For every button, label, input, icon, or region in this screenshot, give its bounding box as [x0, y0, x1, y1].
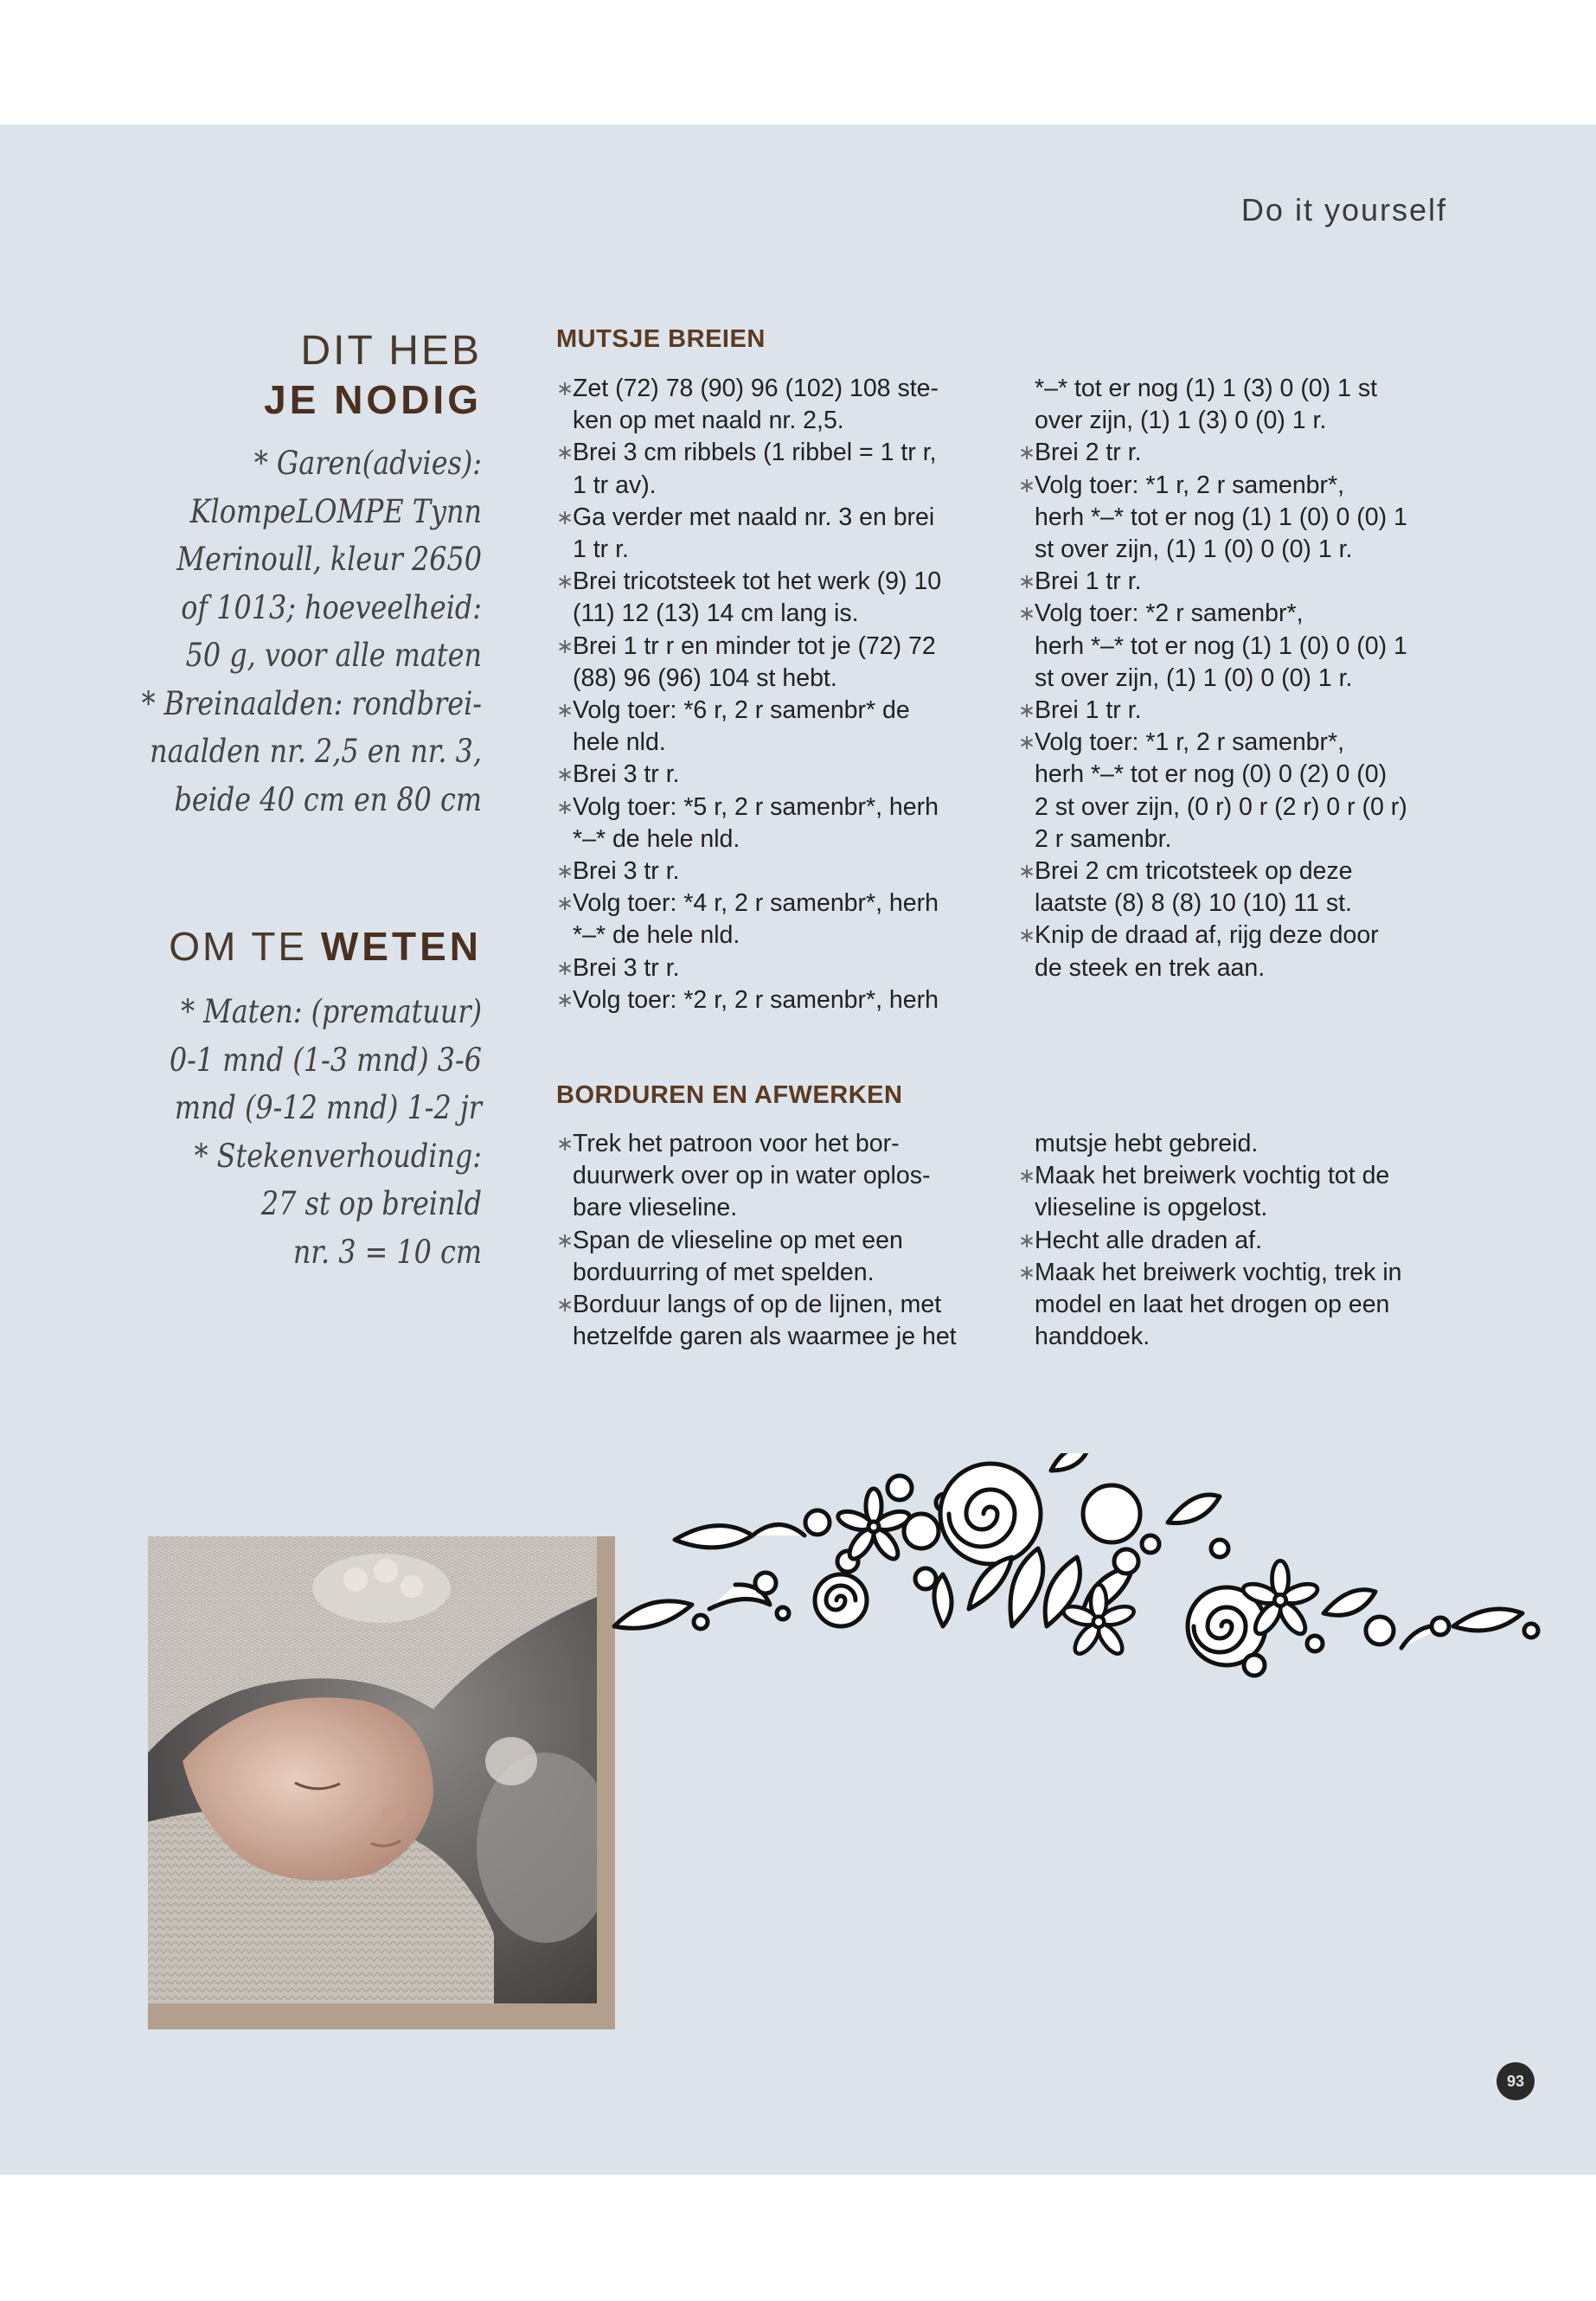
embroidery-step-continued: mutsje hebt gebreid. — [1035, 1130, 1259, 1157]
instruction-step: ∗ Trek het patroon voor het bor- duurwerk over op in water oplos- bare vlieseline. — [556, 1128, 989, 1225]
instruction-step: ∗ Brei 1 tr r. — [1018, 566, 1451, 598]
materials-line: * Breinaalden: rondbrei- — [141, 684, 482, 722]
materials-block — [119, 327, 482, 824]
materials-line: naalden nr. 2,5 en nr. 3, — [150, 733, 482, 770]
knitting-column-1 — [556, 373, 989, 1016]
embroidery-title: BORDUREN EN AFWERKEN — [556, 1081, 903, 1109]
instruction-step: ∗ Brei 3 tr r. — [556, 952, 989, 984]
materials-text — [119, 439, 482, 824]
section-label: Do it yourself — [1240, 192, 1447, 228]
instruction-step: ∗ Brei 3 tr r. — [556, 759, 989, 791]
knitting-title: MUTSJE BREIEN — [556, 325, 766, 353]
materials-title-light: DIT HEB — [300, 328, 482, 374]
page-number: 93 — [1497, 2062, 1535, 2100]
instruction-step: ∗ Ga verder met naald nr. 3 en brei 1 tr r. — [556, 502, 989, 566]
instruction-step: ∗ Volg toer: *6 r, 2 r samenbr* de hele nld. — [556, 695, 989, 759]
knitting-steps-2b — [1018, 437, 1451, 984]
instruction-step: ∗ Volg toer: *4 r, 2 r samenbr*, herh *–* de hele nld. — [556, 888, 989, 952]
instruction-step: ∗ Knip de draad af, rijg deze door de steek en trek aan. — [1018, 920, 1451, 984]
instruction-step: ∗ Volg toer: *2 r samenbr*, herh *–* tot er nog (1) 1 (0) 0 (0) 1 st over zijn, (1) 1 (0) 0 (0) 1 r. — [1018, 598, 1451, 695]
embroidery-steps-2b — [1018, 1160, 1451, 1353]
instruction-step: ∗ Brei 1 tr r en minder tot je (72) 72 (88) 96 (96) 104 st hebt. — [556, 631, 989, 695]
instruction-step: ∗ Volg toer: *1 r, 2 r samenbr*, herh *–* tot er nog (1) 1 (0) 0 (0) 1 st over zijn, (1) 1 (0) 0 (0) 1 r. — [1018, 470, 1451, 567]
instruction-step: ∗ Maak het breiwerk vochtig, trek in model en laat het drogen op een handdoek. — [1018, 1257, 1451, 1354]
knitting-steps-2 — [1018, 373, 1451, 437]
info-line: nr. 3 = 10 cm — [292, 1233, 482, 1271]
embroidery-steps-1 — [556, 1128, 989, 1353]
info-line: mnd (9-12 mnd) 1-2 jr — [174, 1089, 482, 1126]
materials-line: beide 40 cm en 80 cm — [174, 780, 482, 818]
info-line: 0-1 mnd (1-3 mnd) 3-6 — [169, 1041, 482, 1079]
embroidery-pattern — [597, 1453, 1548, 1851]
info-title-light: OM TE — [169, 924, 321, 969]
info-line: * Stekenverhouding: — [194, 1137, 482, 1175]
instruction-step: ∗ Borduur langs of op de lijnen, met hetzelfde garen als waarmee je het — [556, 1289, 989, 1353]
materials-line: * Garen(advies): — [253, 445, 482, 482]
info-line: * Maten: (prematuur) — [181, 993, 482, 1030]
instruction-step: ∗ Hecht alle draden af. — [1018, 1225, 1451, 1257]
instruction-step: ∗ Volg toer: *2 r, 2 r samenbr*, herh — [556, 984, 989, 1016]
knitting-step-continued: *–* tot er nog (1) 1 (3) 0 (0) 1 st over zijn, (1) 1 (3) 0 (0) 1 r. — [1035, 375, 1378, 435]
instruction-step: ∗ Maak het breiwerk vochtig tot de vlieseline is opgelost. — [1018, 1160, 1451, 1224]
instruction-step: ∗ Brei 2 tr r. — [1018, 437, 1451, 469]
instruction-step: ∗ Volg toer: *1 r, 2 r samenbr*, herh *–* tot er nog (0) 0 (2) 0 (0) 2 st over zijn, (0 r) 0 r (2 r) 0 r (0 r) 2 r samenbr. — [1018, 727, 1451, 856]
materials-line: KlompeLOMPE Tynn — [189, 492, 482, 530]
info-title — [119, 922, 482, 971]
embroidery-steps-2 — [1018, 1128, 1451, 1160]
info-block — [119, 922, 482, 1276]
instruction-step: ∗ Brei 1 tr r. — [1018, 695, 1451, 727]
instruction-step: ∗ Brei 2 cm tricotsteek op deze laatste (8) 8 (8) 10 (10) 11 st. — [1018, 856, 1451, 920]
embroidery-column-2 — [1018, 1128, 1451, 1353]
info-line: 27 st op breinld — [260, 1185, 482, 1222]
instruction-step: ∗ Brei 3 tr r. — [556, 856, 989, 888]
instruction-step: ∗ Brei tricotsteek tot het werk (9) 10 (11) 12 (13) 14 cm lang is. — [556, 566, 989, 630]
baby-photo — [148, 1536, 597, 2003]
materials-line: of 1013; hoeveelheid: — [181, 588, 482, 626]
embroidery-column-1 — [556, 1128, 989, 1353]
materials-line: Merinoull, kleur 2650 — [176, 541, 482, 578]
baby-photo-illustration — [148, 1536, 597, 2003]
instruction-step: ∗ Zet (72) 78 (90) 96 (102) 108 ste- ken op met naald nr. 2,5. — [556, 373, 989, 437]
info-title-bold: WETEN — [320, 924, 482, 969]
knitting-column-2 — [1018, 373, 1451, 984]
instruction-step: ∗ Brei 3 cm ribbels (1 ribbel = 1 tr r, 1 tr av). — [556, 437, 989, 501]
knitting-steps-1 — [556, 373, 989, 1016]
instruction-step: ∗ Volg toer: *5 r, 2 r samenbr*, herh *–* de hele nld. — [556, 792, 989, 856]
instruction-step: ∗ Span de vlieseline op met een borduurring of met spelden. — [556, 1225, 989, 1289]
materials-title-bold: JE NODIG — [264, 377, 482, 422]
materials-line: 50 g, voor alle maten — [185, 637, 482, 674]
info-text — [119, 988, 482, 1276]
